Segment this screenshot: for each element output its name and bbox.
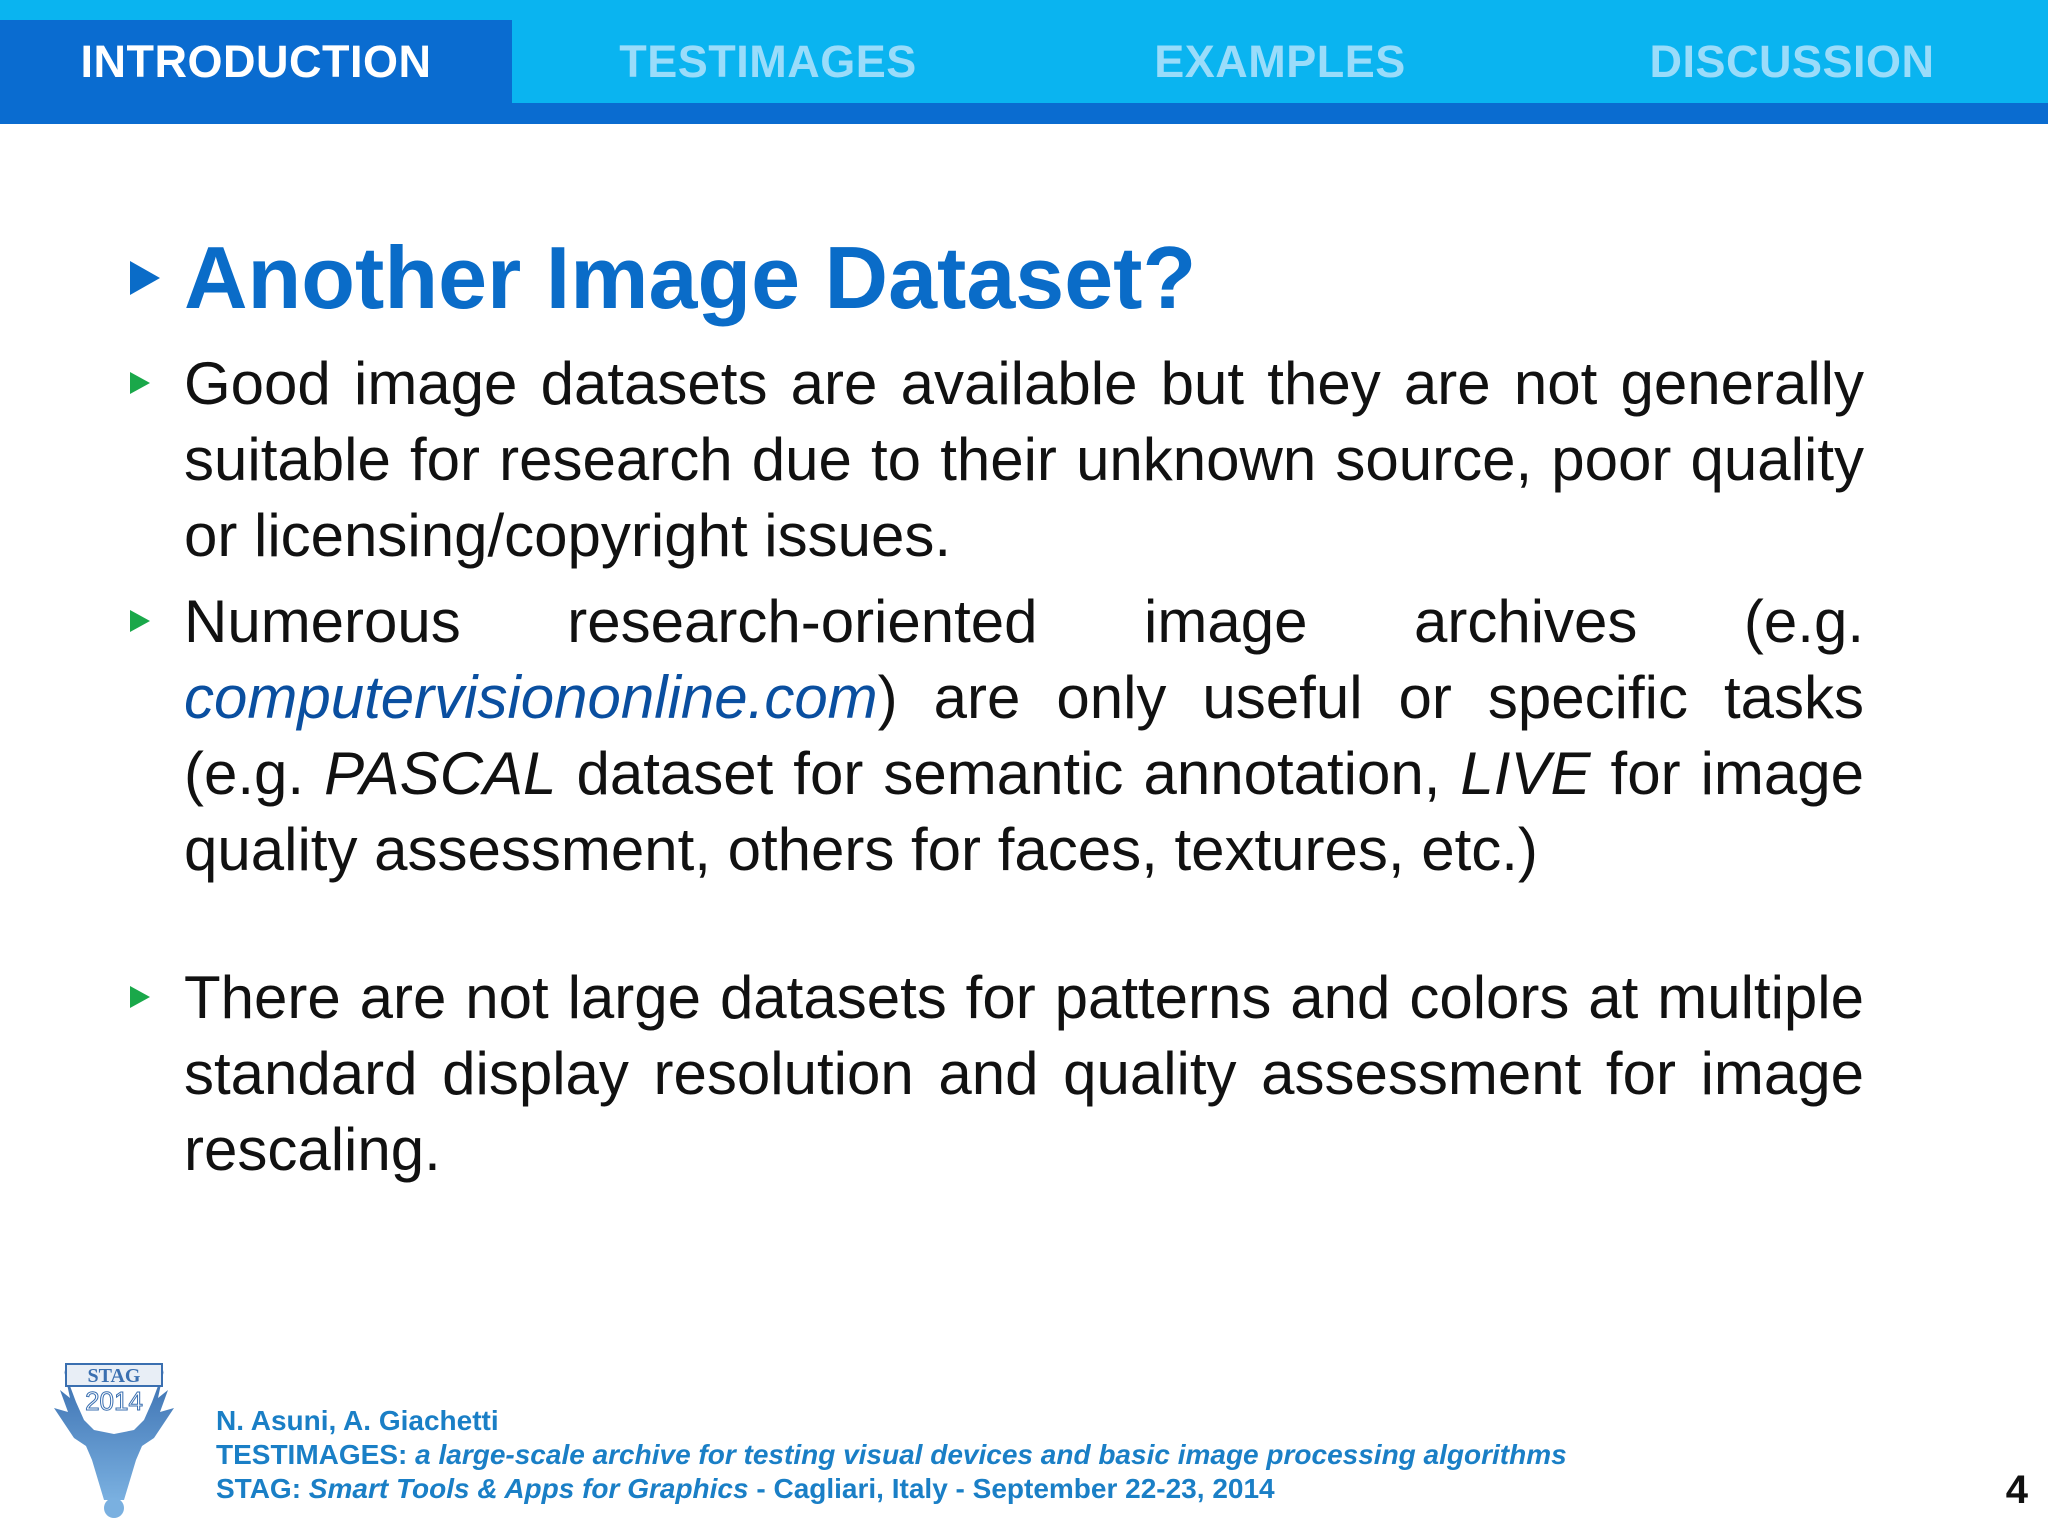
footer-line-3 [216,1472,1567,1506]
bullet-text-part: for image quality assessment, others for faces, textures, etc.) [184,740,1864,883]
footer-line-3-bold: STAG: [216,1473,302,1504]
slide-title-row [128,228,1196,328]
bullet-text: Good image datasets are available but they are not generally suitable for research due to their unknown source, poor quality or licensing/copyright issues. [184,350,1864,569]
live-emphasis: LIVE [1460,740,1591,807]
tab-examples[interactable]: EXAMPLES [1154,36,1406,87]
bullet-triangle-icon [128,982,152,1012]
footer-line-3-italic: Smart Tools & Apps for Graphics [301,1473,749,1504]
footer-line-2 [216,1438,1567,1472]
tab-testimages[interactable]: TESTIMAGES [619,36,917,87]
pascal-emphasis: PASCAL [324,740,557,807]
footer-authors: N. Asuni, A. Giachetti [216,1405,499,1436]
slide-title: Another Image Dataset? [184,228,1197,327]
bullet-triangle-icon [128,368,152,398]
stag-logo [24,1350,204,1520]
bullet-text [184,584,1864,888]
tab-introduction[interactable]: INTRODUCTION [0,20,512,104]
top-navigation-bar [0,0,2048,124]
bullet-text: There are not large datasets for patterns and colors at multiple standard display resolution and quality assessment for image rescaling. [184,964,1864,1183]
footer-credits [216,1404,1567,1506]
bullet-item [128,346,1864,574]
bullet-text-part: Numerous research-oriented image archives (e.g. [184,588,1864,655]
nav-underline [0,103,2048,124]
bullet-text-part: dataset for semantic annotation, [556,740,1461,807]
logo-text-stag: STAG [87,1365,141,1387]
computervisiononline-link[interactable]: computervisiononline.com [184,664,878,731]
footer-line-3-rest: - Cagliari, Italy - September 22-23, 2014 [748,1473,1275,1504]
bullet-text-part: ) are only useful or specific tasks (e.g. [184,664,1864,807]
logo-text-year: 2014 [85,1386,143,1416]
footer-line-2-italic: a large-scale archive for testing visual devices and basic image processing algorithms [407,1439,1567,1470]
title-triangle-icon [128,255,162,301]
tab-discussion[interactable]: DISCUSSION [1649,36,1935,87]
page-number: 4 [2005,1468,2028,1512]
footer-line-2-bold: TESTIMAGES: [216,1439,408,1470]
bullet-triangle-icon [128,606,152,636]
bullet-item [128,960,1864,1188]
bullet-item [128,584,1864,888]
